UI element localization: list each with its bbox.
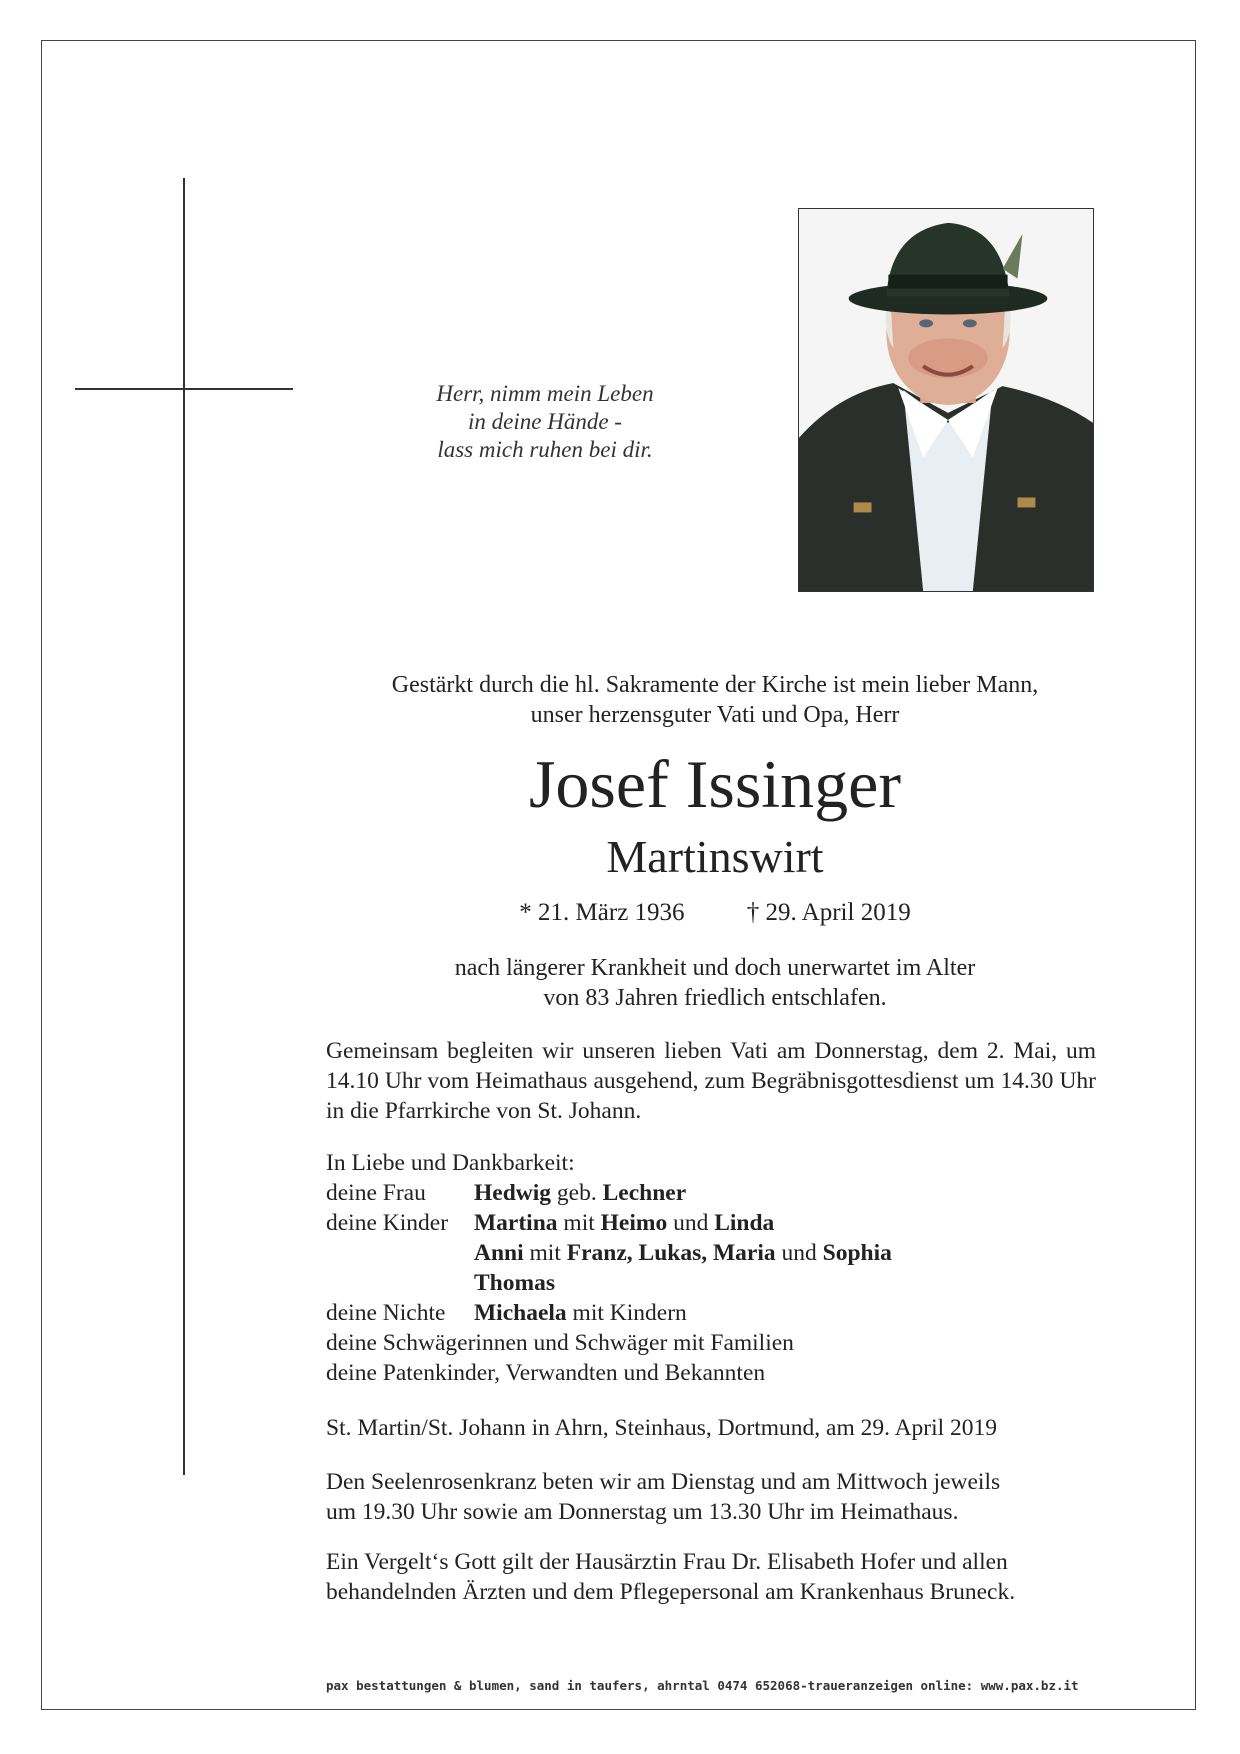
bible-verse xyxy=(390,380,700,464)
mourners-heading: In Liebe und Dankbarkeit: xyxy=(326,1150,575,1176)
cross-horizontal-bar xyxy=(75,388,293,390)
passing-line: nach längerer Krankheit und doch unerwartet im Alter xyxy=(454,955,976,981)
relation-label: deine Kinder xyxy=(326,1210,449,1236)
mourner-row-children xyxy=(326,1208,1096,1238)
mourner-name: Franz, Lukas, Maria xyxy=(566,1240,776,1266)
connector-text: und xyxy=(667,1210,715,1236)
portrait-photo xyxy=(798,208,1094,592)
mourner-row-child-thomas xyxy=(326,1268,1096,1298)
mourner-names xyxy=(474,1268,555,1298)
life-dates xyxy=(300,898,1130,928)
intro-text xyxy=(300,670,1130,730)
mourner-names xyxy=(474,1178,686,1208)
rosary-line: Den Seelenrosenkranz beten wir am Dienstag und am Mittwoch jeweils xyxy=(326,1469,1001,1495)
mourners-list xyxy=(326,1148,1096,1388)
funeral-announcement: Gemeinsam begleiten wir unseren lieben Vati am Donnerstag, dem 2. Mai, um 14.10 Uhr vom Heimathaus ausgehend, zum Begräbnisgottesdienst um 14.30 Uhr in die Pfarrkirche von St. Johann. xyxy=(326,1038,1096,1124)
mourner-name: Linda xyxy=(714,1210,775,1236)
rosary-line: um 19.30 Uhr sowie am Donnerstag um 13.30 Uhr im Heimathaus. xyxy=(326,1499,959,1525)
mourner-row-child-anni xyxy=(326,1238,1096,1268)
mourner-name: Thomas xyxy=(474,1270,555,1296)
funeral-home-footer: pax bestattungen & blumen, sand in taufers, ahrntal 0474 652068-traueranzeigen online: www.pax.bz.it xyxy=(326,1678,1079,1693)
connector-text: und xyxy=(775,1240,823,1266)
mourner-row-wife xyxy=(326,1178,1096,1208)
rosary-notice xyxy=(326,1467,1096,1527)
mourner-row-niece xyxy=(326,1298,1096,1328)
mourner-name: Lechner xyxy=(602,1180,687,1206)
mourner-name: Martina xyxy=(474,1210,558,1236)
mourner-row-others: deine Patenkinder, Verwandten und Bekannten xyxy=(326,1360,766,1386)
mourner-name: Sophia xyxy=(822,1240,892,1266)
connector-text: geb. xyxy=(551,1180,603,1206)
thanks-line: Ein Vergelt‘s Gott gilt der Hausärztin Frau Dr. Elisabeth Hofer und allen xyxy=(326,1549,1008,1575)
connector-text: mit xyxy=(557,1210,601,1236)
death-date: † 29. April 2019 xyxy=(746,899,911,926)
place-and-date: St. Martin/St. Johann in Ahrn, Steinhaus, Dortmund, am 29. April 2019 xyxy=(326,1415,998,1441)
connector-text: mit xyxy=(523,1240,567,1266)
portrait-illustration xyxy=(799,209,1093,591)
relation-label: deine Nichte xyxy=(326,1300,446,1326)
passing-text xyxy=(300,953,1130,1013)
cross-vertical-bar xyxy=(183,178,185,1475)
mourner-name: Heimo xyxy=(600,1210,668,1236)
thanks-notice xyxy=(326,1547,1096,1607)
intro-line: unser herzensguter Vati und Opa, Herr xyxy=(530,702,900,728)
mourner-row-inlaws: deine Schwägerinnen und Schwäger mit Familien xyxy=(326,1330,794,1356)
deceased-byname: Martinswirt xyxy=(606,831,824,882)
mourner-names xyxy=(474,1208,774,1238)
mourner-names xyxy=(474,1298,687,1328)
mourner-name: Anni xyxy=(474,1240,524,1266)
intro-line: Gestärkt durch die hl. Sakramente der Kirche ist mein lieber Mann, xyxy=(391,672,1039,698)
mourner-name: Hedwig xyxy=(474,1180,552,1206)
relation-spacer xyxy=(326,1238,474,1268)
thanks-line: behandelnden Ärzten und dem Pflegepersonal am Krankenhaus Bruneck. xyxy=(326,1579,1016,1605)
passing-line: von 83 Jahren friedlich entschlafen. xyxy=(543,985,887,1011)
verse-line: lass mich ruhen bei dir. xyxy=(437,437,653,462)
mourner-name: Michaela xyxy=(474,1300,567,1326)
verse-line: Herr, nimm mein Leben xyxy=(436,381,654,406)
birth-date: * 21. März 1936 xyxy=(519,899,685,926)
deceased-name: Josef Issinger xyxy=(528,746,902,822)
verse-line: in deine Hände - xyxy=(468,409,622,434)
relation-label: deine Frau xyxy=(326,1180,426,1206)
mourner-names xyxy=(474,1238,892,1268)
connector-text: mit Kindern xyxy=(566,1300,687,1326)
relation-spacer xyxy=(326,1268,474,1298)
